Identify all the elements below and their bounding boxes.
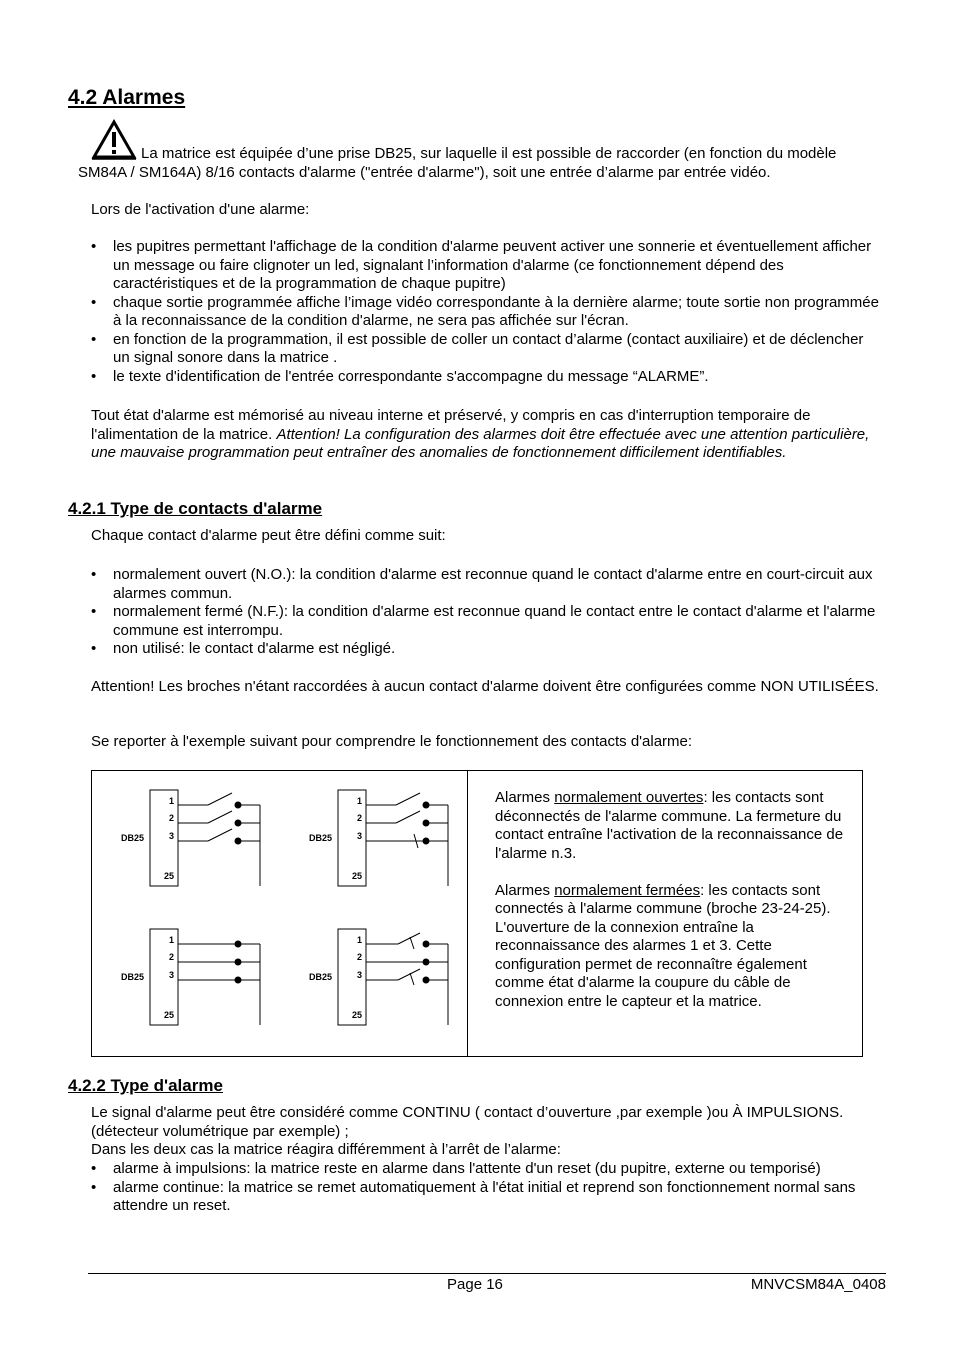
- contacts-diagram: [91, 770, 863, 1057]
- connector-label: DB25: [309, 972, 333, 982]
- contacts-see-example: Se reporter à l'exemple suivant pour comprendre le fonctionnement des contacts d'alarme:: [91, 733, 693, 750]
- nc-term: normalement fermées: [554, 881, 701, 899]
- no-description: [495, 789, 860, 863]
- pin-label: 1: [168, 796, 174, 806]
- alarm-type-list: [91, 1160, 881, 1216]
- document-code: MNVCSM84A_0408: [750, 1276, 886, 1293]
- memory-text: Tout état d'alarme est mémorisé au niveau interne et préservé, y compris en cas d'interruption temporaire de l'alimentation de la matrice.: [91, 407, 811, 443]
- footer-divider: [88, 1273, 886, 1274]
- intro-paragraph: La matrice est équipée d’une prise DB25, sur laquelle il est possible de raccorder (en fonction du modèle SM84A / SM164A) 8/16 contacts d'alarme ("entrée d'alarme"), soit une entrée d’alarme par entrée vidéo.: [78, 145, 837, 181]
- contacts-attention: Attention! Les broches n'étant raccordées à aucun contact d'alarme doivent être configurées comme NON UTILISÉES.: [91, 678, 879, 695]
- no-term: normalement ouvertes: [554, 789, 704, 806]
- pin-label: 3: [356, 831, 362, 841]
- activation-list: [91, 238, 881, 386]
- list-item: • non utilisé: le contact d'alarme est négligé.: [91, 640, 881, 659]
- alarm-type-line2: Dans les deux cas la matrice réagira différemment à l’arrêt de l’alarme:: [91, 1141, 561, 1158]
- list-item: • le texte d'identification de l'entrée correspondante s'accompagne du message “ALARME”.: [91, 368, 881, 387]
- alarm-type-title: 4.2.2 Type d'alarme: [68, 1076, 223, 1095]
- contacts-title: 4.2.1 Type de contacts d'alarme: [68, 499, 323, 518]
- pin-label: 1: [168, 935, 174, 945]
- memory-warning: Attention! La configuration des alarmes doit être effectuée avec une attention particulière, une mauvaise programmation peut entraîner des anomalies de fonctionnement difficilement identifiables.: [91, 425, 870, 461]
- connector-no-closed: [309, 790, 448, 886]
- no-rest: : les contacts sont déconnectés de l'alarme commune. La fermeture du contact entraîne l'activation de la reconnaissance de l'alarme n.3.: [495, 789, 844, 862]
- pin-label: 1: [356, 796, 362, 806]
- pin-label: 25: [351, 1010, 362, 1020]
- activation-lead: Lors de l'activation d'une alarme:: [91, 201, 310, 218]
- pin-label: 3: [168, 831, 174, 841]
- pin-label: 2: [356, 952, 362, 962]
- contacts-lead: Chaque contact d'alarme peut être défini comme suit:: [91, 527, 446, 544]
- list-item: • en fonction de la programmation, il est possible de coller un contact d’alarme (contact auxiliaire) et de déclencher un signal sonore dans la matrice .: [91, 331, 881, 368]
- pin-label: 3: [168, 970, 174, 980]
- pin-label: 1: [356, 935, 362, 945]
- nc-prefix: Alarmes: [495, 881, 555, 899]
- pin-label: 2: [168, 813, 174, 823]
- page-number: Page 16: [447, 1276, 503, 1293]
- connector-nc-closed: [121, 929, 260, 1025]
- connector-label: DB25: [121, 833, 145, 843]
- wiring-diagrams: [92, 771, 467, 1056]
- pin-label: 25: [351, 871, 362, 881]
- pin-label: 2: [356, 813, 362, 823]
- list-item: • normalement fermé (N.F.): la condition d'alarme est reconnue quand le contact entre le contact d'alarme et l'alarme commune est interrompu.: [91, 603, 881, 640]
- connector-label: DB25: [309, 833, 333, 843]
- list-item: • chaque sortie programmée affiche l’image vidéo correspondante à la dernière alarme; toute sortie non programmée à la reconnaissance de la condition d'alarme, ne sera pas affichée sur l'écran.: [91, 294, 881, 331]
- section-title: 4.2 Alarmes: [68, 86, 186, 109]
- contacts-list: [91, 566, 881, 659]
- diagram-description: [495, 789, 860, 1011]
- list-item: • alarme continue: la matrice se remet automatiquement à l'état initial et reprend son fonctionnement normal sans attendre un reset.: [91, 1179, 881, 1216]
- nc-description: [495, 882, 860, 1012]
- nc-rest: : les contacts sont connectés à l'alarme commune (broche 23-24-25). L'ouverture de la connexion entraîne la reconnaissance des alarmes 1 et 3. Cette configuration permet de reconnaître également comme état d'alarme la coupure du câble de connexion entre le capteur et la matrice.: [495, 881, 831, 1010]
- list-item: • alarme à impulsions: la matrice reste en alarme dans l'attente d'un reset (du pupitre, externe ou temporisé): [91, 1160, 881, 1179]
- alarm-type-line1: Le signal d'alarme peut être considéré comme CONTINU ( contact d’ouverture ,par exemple )ou À IMPULSIONS. (détecteur volumétrique par exemple) ;: [91, 1104, 844, 1140]
- connector-no-open: [121, 790, 260, 886]
- list-item: • les pupitres permettant l'affichage de la condition d'alarme peuvent activer une sonnerie et éventuellement afficher un message ou faire clignoter un led, signalant l’information d'alarme (ce fonctionnement dépend des caractéristiques et de la programmation de chaque pupitre): [91, 238, 881, 294]
- memory-paragraph: [91, 407, 881, 463]
- pin-label: 25: [163, 1010, 174, 1020]
- pin-label: 3: [356, 970, 362, 980]
- list-item: • normalement ouvert (N.O.): la condition d'alarme est reconnue quand le contact d'alarme entre en court-circuit aux alarmes commun.: [91, 566, 881, 603]
- diagram-divider: [467, 771, 468, 1056]
- connector-nc-open: [309, 929, 448, 1025]
- no-prefix: Alarmes: [495, 789, 555, 806]
- connector-label: DB25: [121, 972, 145, 982]
- pin-label: 25: [163, 871, 174, 881]
- pin-label: 2: [168, 952, 174, 962]
